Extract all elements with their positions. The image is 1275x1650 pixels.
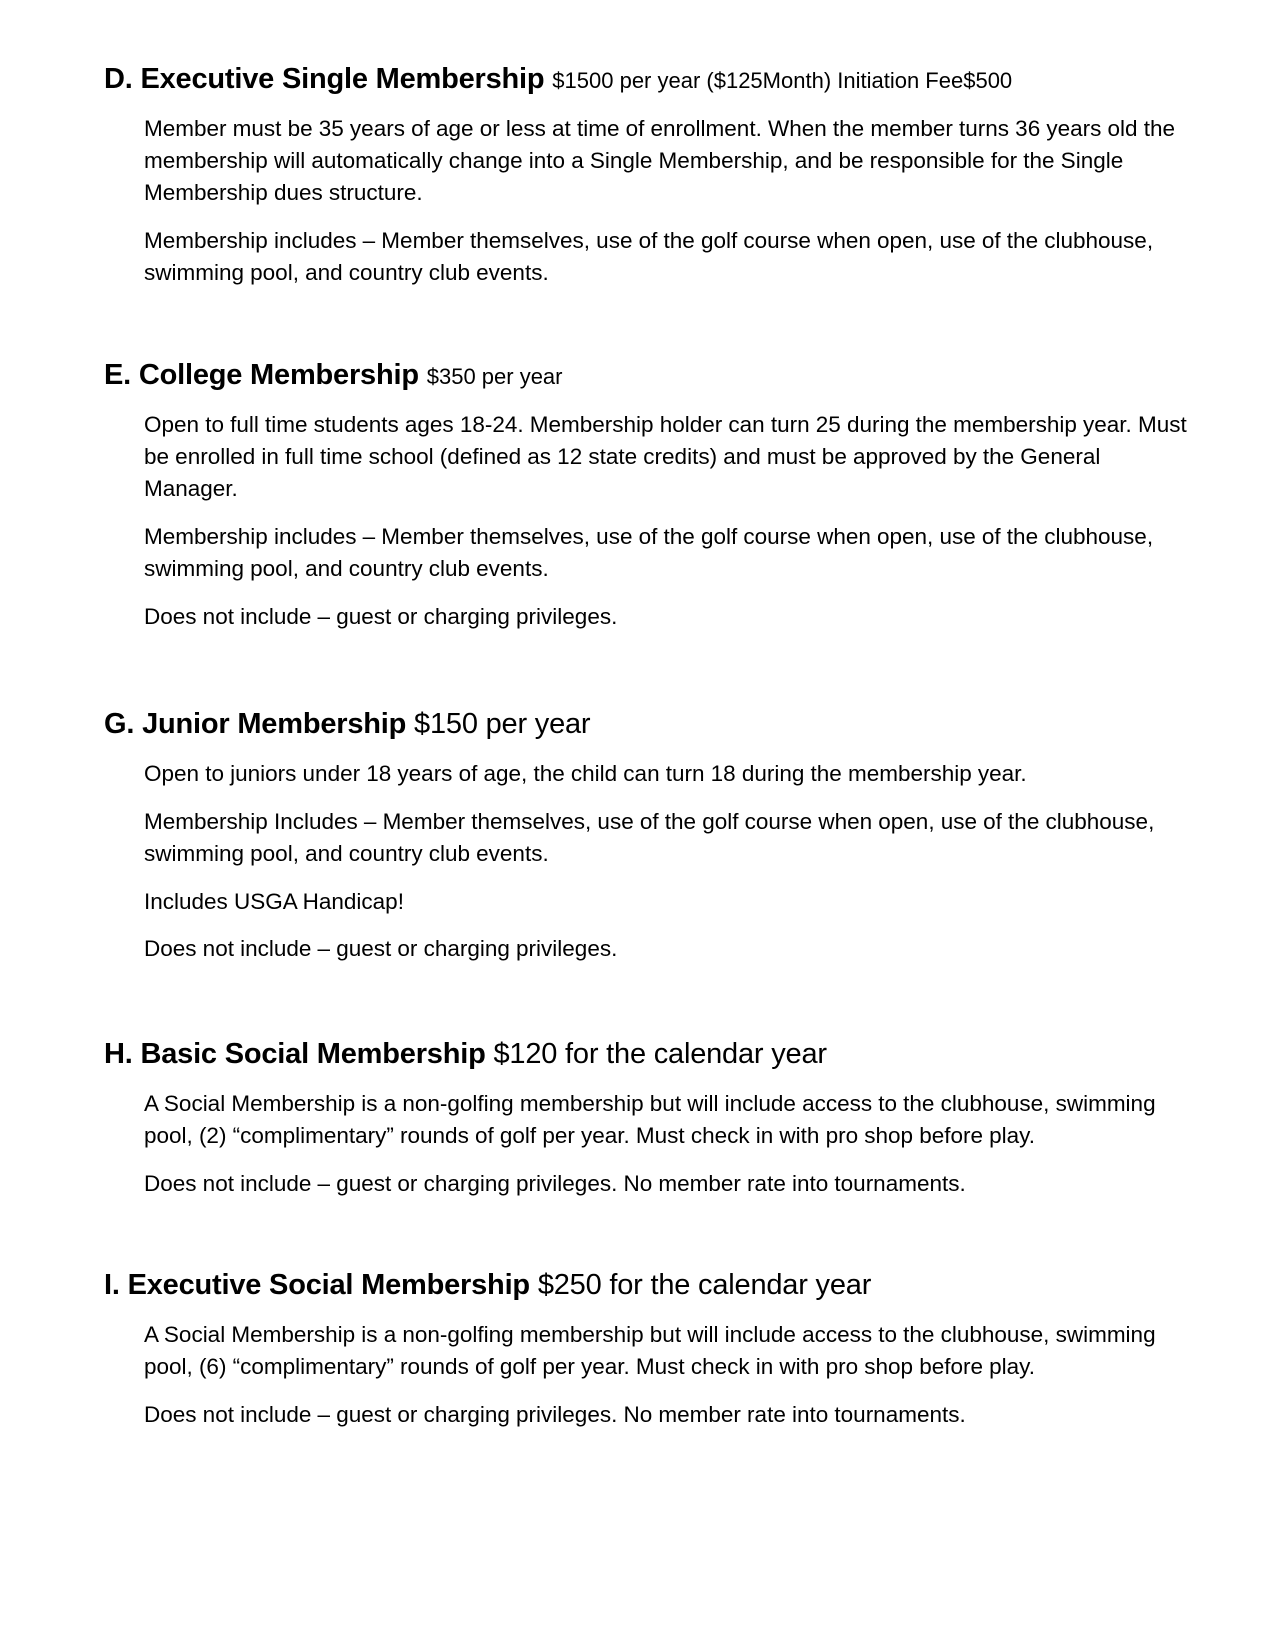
section-g-letter: G. bbox=[104, 707, 135, 740]
section-i-letter: I. bbox=[104, 1269, 120, 1301]
paragraph: Does not include – guest or charging privileges. No member rate into tournaments. bbox=[144, 1171, 966, 1197]
paragraph: Membership Includes – Member themselves, use of the golf course when open, use of the clubhouse, swimming pool, and country club events. bbox=[144, 808, 1155, 866]
section-e-heading bbox=[104, 358, 1199, 393]
section-h-body bbox=[144, 1088, 1199, 1200]
paragraph: Member must be 35 years of age or less at time of enrollment. When the member turns 36 years old the membership will automatically change into a Single Membership, and be responsible for the Single Membership dues structure. bbox=[144, 115, 1175, 205]
section-d-title: Executive Single Membership bbox=[140, 63, 545, 95]
section-g-letter-gap bbox=[134, 708, 142, 740]
section-spacer bbox=[104, 633, 1199, 707]
section-g-title: Junior Membership bbox=[142, 707, 407, 740]
section-d-letter: D. bbox=[104, 63, 133, 95]
section-h bbox=[104, 1037, 1199, 1200]
section-g-price: $150 per year bbox=[414, 707, 591, 740]
section-g bbox=[104, 707, 1199, 965]
section-spacer bbox=[104, 1200, 1199, 1268]
section-d-heading bbox=[104, 62, 1199, 97]
section-h-title: Basic Social Membership bbox=[140, 1038, 486, 1071]
section-i-heading bbox=[104, 1268, 1199, 1303]
paragraph: Open to juniors under 18 years of age, the child can turn 18 during the membership year. bbox=[144, 760, 1027, 786]
paragraph: Does not include – guest or charging privileges. bbox=[144, 603, 618, 629]
section-e-letter: E. bbox=[104, 359, 131, 392]
section-g-heading bbox=[104, 707, 1199, 742]
section-h-letter: H. bbox=[104, 1038, 133, 1071]
section-d-price: $1500 per year ($125Month) Initiation Fee$500 bbox=[552, 68, 1013, 93]
section-e bbox=[104, 358, 1199, 632]
paragraph: Does not include – guest or charging privileges. bbox=[144, 936, 618, 962]
document-body bbox=[104, 62, 1199, 1431]
section-i-price: $250 for the calendar year bbox=[537, 1269, 872, 1301]
section-i bbox=[104, 1268, 1199, 1431]
section-e-price: $350 per year bbox=[426, 364, 563, 390]
paragraph: Does not include – guest or charging privileges. No member rate into tournaments. bbox=[144, 1401, 966, 1427]
section-d bbox=[104, 62, 1199, 288]
paragraph: Membership includes – Member themselves, use of the golf course when open, use of the clubhouse, swimming pool, and country club events. bbox=[144, 524, 1154, 582]
section-e-title: College Membership bbox=[138, 359, 419, 392]
paragraph: Includes USGA Handicap! bbox=[144, 888, 404, 914]
paragraph: Open to full time students ages 18-24. Membership holder can turn 25 during the membership year. Must be enrolled in full time school (defined as 12 state credits) and must be approved by the General Manager. bbox=[144, 412, 1187, 502]
section-spacer bbox=[104, 965, 1199, 1037]
section-i-title: Executive Social Membership bbox=[127, 1269, 530, 1301]
section-e-body bbox=[144, 409, 1199, 633]
section-i-body bbox=[144, 1319, 1199, 1431]
section-e-letter-gap bbox=[131, 359, 139, 391]
paragraph: A Social Membership is a non-golfing membership but will include access to the clubhouse, swimming pool, (6) “complimentary” rounds of golf per year. Must check in with pro shop before play. bbox=[144, 1321, 1156, 1379]
section-i-letter-gap bbox=[120, 1269, 128, 1301]
section-h-heading bbox=[104, 1037, 1199, 1072]
section-d-body bbox=[144, 113, 1199, 289]
section-spacer bbox=[104, 288, 1199, 358]
section-h-price: $120 for the calendar year bbox=[493, 1038, 827, 1071]
section-g-body bbox=[144, 758, 1199, 966]
paragraph: Membership includes – Member themselves, use of the golf course when open, use of the clubhouse, swimming pool, and country club events. bbox=[144, 227, 1154, 285]
paragraph: A Social Membership is a non-golfing membership but will include access to the clubhouse, swimming pool, (2) “complimentary” rounds of golf per year. Must check in with pro shop before play. bbox=[144, 1091, 1156, 1149]
